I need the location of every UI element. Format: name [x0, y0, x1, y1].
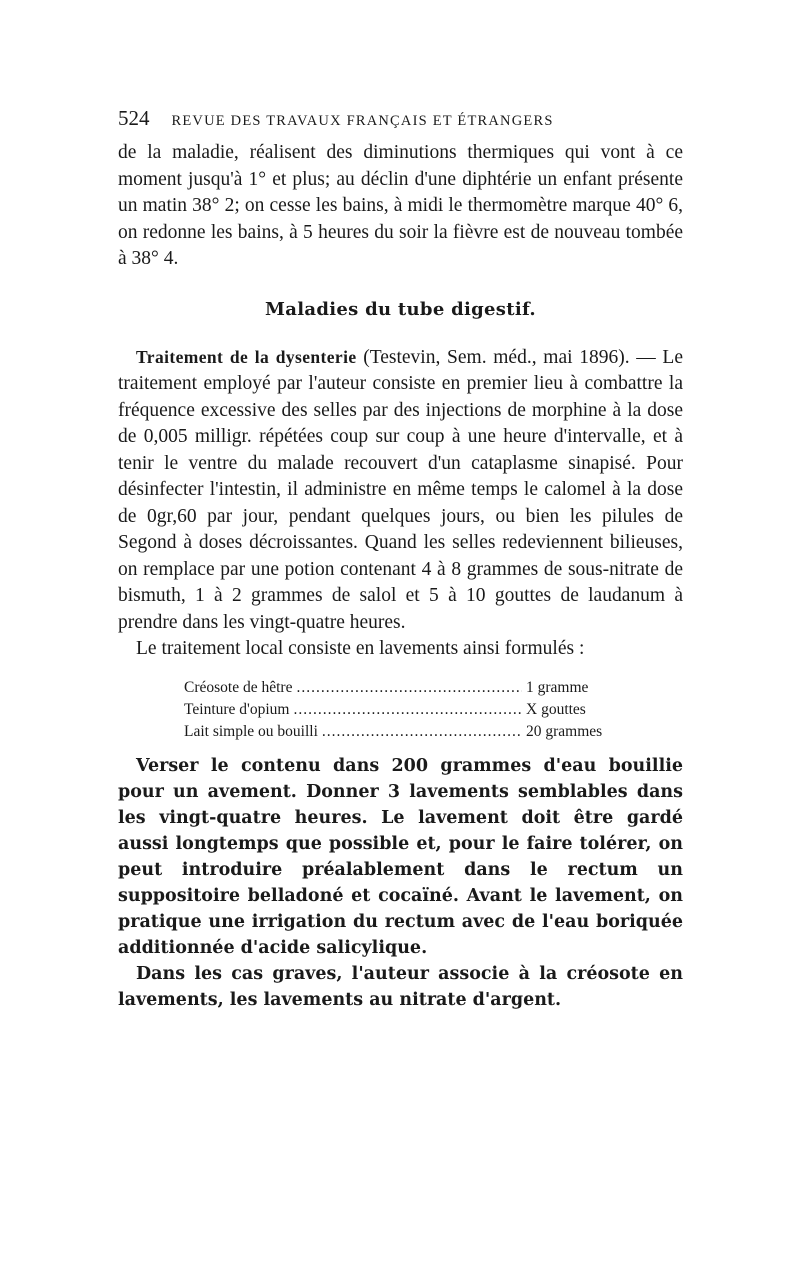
article-paragraph [118, 344, 683, 637]
formula-quantity: 20 grammes [526, 722, 603, 740]
instructions-paragraph: Dans les cas graves, l'auteur associe à la créosote en lavements, les lavements au nitrate d'argent. [118, 963, 683, 1010]
formula-list [184, 677, 683, 743]
section-title: Maladies du tube digestif. [265, 298, 536, 320]
local-treatment-paragraph: Le traitement local consiste en lavements ainsi formulés : [136, 638, 585, 659]
formula-ingredient: Lait simple ou bouilli [184, 722, 318, 740]
leader-dots [296, 677, 522, 699]
intro-paragraph: de la maladie, réalisent des diminutions thermiques qui vont à ce moment jusqu'à 1° et plus; au déclin d'une diphtérie un enfant présente un matin 38° 2; on cesse les bains, à midi le thermomètre marque 40° 6, on redonne les bains, à 5 heures du soir la fièvre est de nouveau tombée à 38° 4. [118, 142, 683, 269]
formula-row [184, 677, 644, 699]
page-header [118, 106, 683, 140]
running-title: REVUE DES TRAVAUX FRANÇAIS ET ÉTRANGERS [171, 113, 554, 129]
formula-quantity: X gouttes [526, 700, 586, 718]
leader-dots [293, 699, 522, 721]
page-number: 524 [118, 106, 150, 130]
book-page [118, 106, 683, 1013]
formula-ingredient: Teinture d'opium [184, 700, 290, 718]
article-body: (Testevin, Sem. méd., mai 1896). — Le traitement employé par l'auteur consiste en premier lieu à combattre la fréquence excessive des selles par des injections de morphine à la dose de 0,005 milligr. répétées coup sur coup à une heure d'intervalle, et à tenir le ventre du malade recouvert d'un cataplasme sinapisé. Pour désinfecter l'intestin, il administre en même temps le calomel à la dose de 0gr,60 par jour, pendant quelques jours, ou bien les pilules de Segond à doses décroissantes. Quand les selles redeviennent bilieuses, on remplace par une potion contenant 4 à 8 grammes de sous-nitrate de bismuth, 1 à 2 grammes de salol et 5 à 10 gouttes de laudanum à prendre dans les vingt-quatre heures. [118, 346, 683, 633]
formula-row [184, 721, 644, 743]
instructions-paragraph: Verser le contenu dans 200 grammes d'eau bouillie pour un avement. Donner 3 lavements semblables dans les vingt-quatre heures. Le lavement doit être gardé aussi longtemps que possible et, pour le faire tolérer, on peut introduire préalablement dans le rectum un suppositoire belladoné et cocaïné. Avant le lavement, on pratique une irrigation du rectum avec de l'eau boriquée additionnée d'acide salicylique. [118, 755, 683, 958]
leader-dots [322, 721, 522, 743]
formula-row [184, 699, 644, 721]
formula-ingredient: Créosote de hêtre [184, 678, 293, 696]
instructions-block [118, 753, 683, 1013]
article-title: Traitement de la dysenterie [136, 346, 357, 367]
formula-quantity: 1 gramme [526, 678, 589, 696]
